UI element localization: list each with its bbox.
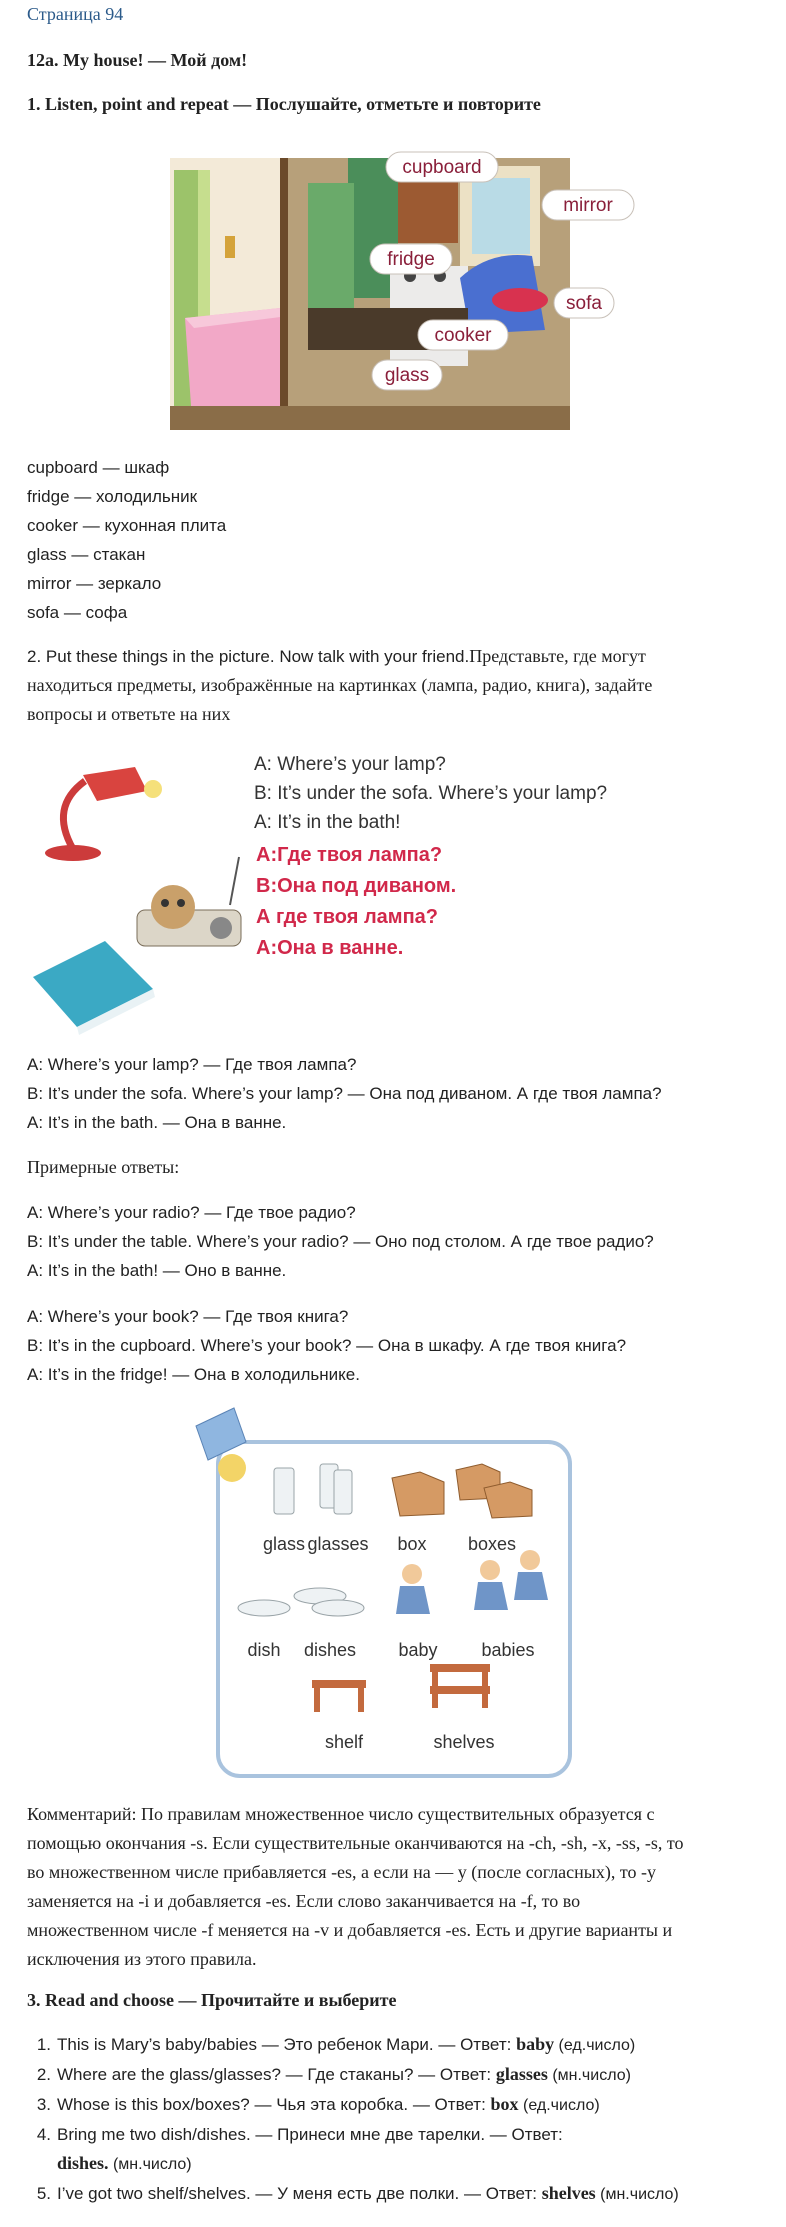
vocab-line-2: fridge — холодильник — [27, 487, 198, 506]
plural-shelf: shelf — [324, 1732, 364, 1752]
dialog3-line-1: A: Where’s your book? — Где твоя книга? — [27, 1307, 349, 1326]
item-note: (ед.число) — [518, 2097, 600, 2114]
exercise-1-title: 1. Listen, point and repeat — Послушайте, отметьте и повторите — [27, 94, 541, 114]
figure-dialog-ru — [256, 840, 676, 964]
objects-illustration — [25, 745, 245, 1045]
house-labels — [0, 140, 786, 460]
plural-box: box — [397, 1534, 427, 1554]
item-number: 5. — [36, 2184, 51, 2203]
exercise-2-instruction — [27, 642, 759, 729]
dialog2-line-3: A: It’s in the bath! — Оно в ванне. — [27, 1261, 287, 1280]
commentary-line-5: множественном числе -f меняется на -v и добавляется -es. Есть и другие варианты и — [27, 1920, 673, 1940]
plural-babies: babies — [481, 1640, 535, 1660]
list-item — [27, 2120, 767, 2179]
plural-glasses: glasses — [307, 1534, 369, 1554]
label-sofa: sofa — [566, 293, 602, 314]
vocab-line-5: mirror — зеркало — [27, 574, 162, 593]
list-item — [27, 2179, 767, 2209]
figure-dialog-en-line-3: A: It’s in the bath! — [254, 812, 401, 833]
figure-dialog-ru-line-2: B:Она под диваном. — [256, 875, 457, 897]
item-text: Whose is this box/boxes? — Чья эта коробка. — Ответ: — [57, 2095, 491, 2114]
ex2-instruction-ru: Представьте, где могут — [469, 646, 646, 666]
dialog2-line-1: A: Where’s your radio? — Где твое радио? — [27, 1203, 356, 1222]
vocab-line-1: cupboard — шкаф — [27, 458, 170, 477]
commentary — [27, 1800, 759, 1974]
item-number: 4. — [36, 2125, 51, 2144]
item-text: Where are the glass/glasses? — Где стаканы? — Ответ: — [57, 2065, 496, 2084]
list-item — [27, 2060, 767, 2090]
item-number: 1. — [36, 2035, 51, 2054]
label-glass: glass — [384, 365, 430, 386]
dialog3-line-2: B: It’s in the cupboard. Where’s your book? — Она в шкафу. А где твоя книга? — [27, 1336, 627, 1355]
item-answer: glasses — [495, 2064, 548, 2084]
ex2-instruction-en: 2. Put these things in the picture. Now talk with your friend. — [27, 647, 470, 666]
commentary-line-3: во множественном числе прибавляется -es, а если на — у (после согласных), то -у — [27, 1862, 657, 1882]
list-item — [27, 2090, 767, 2120]
figure-dialog-en — [254, 750, 734, 837]
item-number: 3. — [36, 2095, 51, 2114]
dialog3-line-3: A: It’s in the fridge! — Она в холодильнике. — [27, 1365, 360, 1384]
plural-dishes: dishes — [303, 1640, 357, 1660]
plural-dish: dish — [247, 1640, 281, 1660]
figure-dialog-ru-line-3: А где твоя лампа? — [256, 906, 438, 928]
plural-shelves: shelves — [433, 1732, 495, 1752]
commentary-line-2: помощью окончания -s. Если существительные оканчиваются на -ch, -sh, -x, -ss, -s, то — [27, 1833, 684, 1853]
dialog1-line-1: A: Where’s your lamp? — Где твоя лампа? — [27, 1055, 357, 1074]
item-answer: baby — [516, 2034, 555, 2054]
item-answer: shelves — [541, 2183, 596, 2203]
figure-dialog-en-line-2: B: It’s under the sofa. Where’s your lamp? — [254, 783, 608, 804]
sample-answers-label: Примерные ответы: — [27, 1157, 180, 1177]
vocab-line-3: cooker — кухонная плита — [27, 516, 227, 535]
plural-baby: baby — [398, 1640, 438, 1660]
item-text: This is Mary’s baby/babies — Это ребенок Мари. — Ответ: — [57, 2035, 517, 2054]
item-text: Bring me two dish/dishes. — Принеси мне две тарелки. — Ответ: — [57, 2125, 563, 2144]
ex2-instruction-line2: находиться предметы, изображённые на картинках (лампа, радио, книга), задайте — [27, 675, 653, 695]
item-note: (мн.число) — [595, 2186, 679, 2203]
plural-glass: glass — [262, 1534, 306, 1554]
item-note: (мн.число) — [108, 2156, 192, 2173]
label-fridge: fridge — [387, 249, 435, 270]
figure-dialog-ru-line-1: A:Где твоя лампа? — [256, 844, 443, 866]
label-cooker: cooker — [434, 325, 492, 346]
plurals-illustration — [194, 1402, 578, 1780]
figure-dialog-en-line-1: A: Where’s your lamp? — [254, 754, 446, 775]
dialog1-line-3: A: It’s in the bath. — Она в ванне. — [27, 1113, 287, 1132]
plurals-illustration-svg — [194, 1402, 578, 1780]
item-answer: dishes. — [57, 2153, 109, 2173]
item-text: I’ve got two shelf/shelves. — У меня есть две полки. — Ответ: — [57, 2184, 542, 2203]
plural-boxes: boxes — [467, 1534, 517, 1554]
vocab-line-4: glass — стакан — [27, 545, 146, 564]
ex2-instruction-line3: вопросы и ответьте на них — [27, 704, 231, 724]
exercise-3-list — [27, 2030, 767, 2209]
objects-illustration-svg — [25, 745, 245, 1045]
exercise-3-title: 3. Read and choose — Прочитайте и выберите — [27, 1990, 397, 2010]
label-cupboard: cupboard — [402, 157, 482, 178]
page-number[interactable]: Страница 94 — [27, 4, 124, 24]
figure-dialog-ru-line-4: A:Она в ванне. — [256, 937, 404, 959]
dialog2-line-2: B: It’s under the table. Where’s your radio? — Оно под столом. А где твое радио? — [27, 1232, 654, 1251]
commentary-line-4: заменяется на -i и добавляется -es. Если слово заканчивается на -f, то во — [27, 1891, 581, 1911]
commentary-line-1: Комментарий: По правилам множественное число существительных образуется с — [27, 1804, 655, 1824]
item-note: (ед.число) — [554, 2037, 636, 2054]
label-mirror: mirror — [563, 195, 613, 216]
item-number: 2. — [36, 2065, 51, 2084]
list-item — [27, 2030, 767, 2060]
commentary-line-6: исключения из этого правила. — [27, 1949, 257, 1969]
vocab-line-6: sofa — софа — [27, 603, 128, 622]
item-answer: box — [490, 2094, 519, 2114]
dialog1-line-2: B: It’s under the sofa. Where’s your lamp? — Она под диваном. А где твоя лампа? — [27, 1084, 662, 1103]
item-note: (мн.число) — [547, 2067, 631, 2084]
lesson-title: 12a. My house! — Мой дом! — [27, 50, 248, 70]
